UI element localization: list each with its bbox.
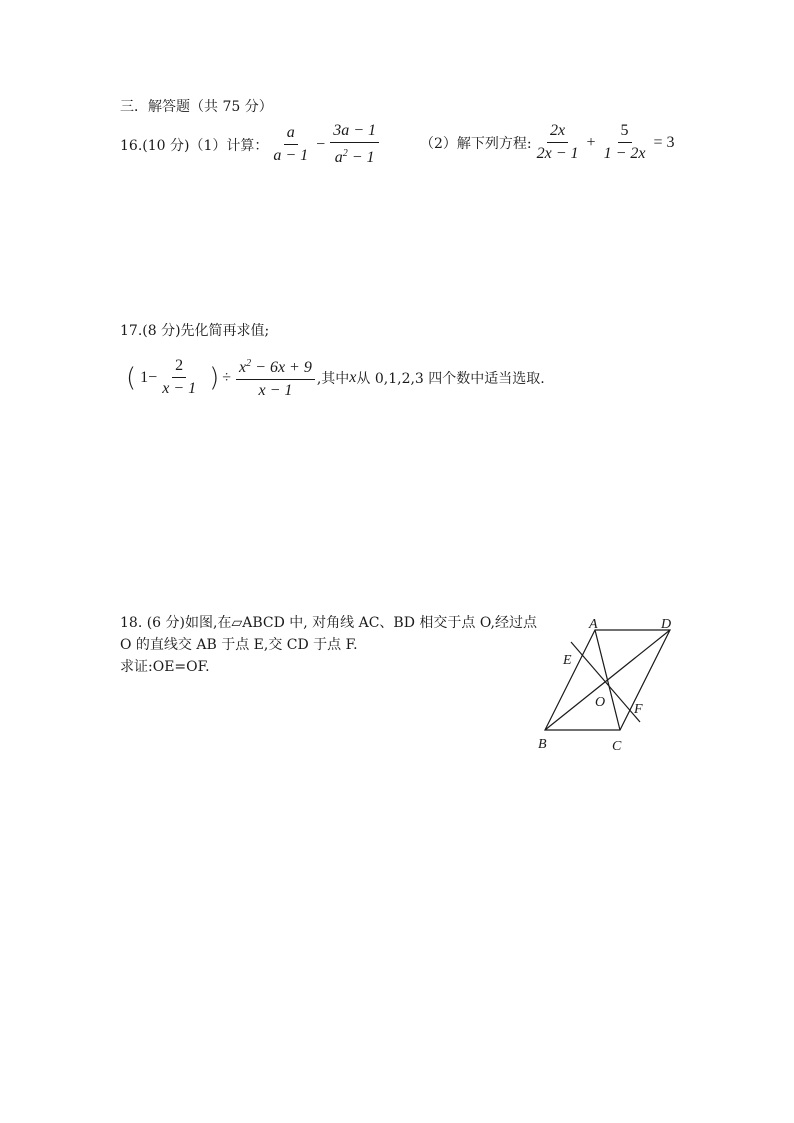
fraction-5-over-1-minus-2x [601,122,649,163]
one-minus: 1− [140,368,158,386]
label-f: F [634,702,643,717]
division-sign: ÷ [222,368,232,386]
fraction-denominator: 1 − 2x [603,145,646,162]
fraction-denominator: a − 1 [273,147,309,164]
question-16-part-2 [420,122,678,163]
label-a: A [589,617,598,632]
rest: − 1 [347,149,375,166]
fraction-numerator: 2x [547,122,568,143]
exponent: 2 [246,358,252,369]
label-e: E [563,653,572,668]
label-o: O [595,695,606,710]
question-18-line-3: 求证:OE=OF. [120,659,210,675]
fraction-numerator: 2 [172,357,186,378]
fraction-numerator: 5 [618,122,632,143]
left-paren: ( [126,362,137,393]
fraction-denominator: x − 1 [162,380,197,397]
question-17-label: 17.(8 分)先化简再求值; [120,323,270,339]
parallelogram-figure [530,610,690,760]
minus-sign: − [316,135,326,153]
question-18-line-2: O 的直线交 AB 于点 E,交 CD 于点 F. [120,637,358,653]
exponent: 2 [342,148,348,159]
label-c: C [612,739,622,754]
base: x [239,359,247,376]
question-17-expression [126,355,545,400]
fraction-a-over-a-minus-1 [270,124,311,165]
rest: − 6x + 9 [251,359,312,376]
variable-x: x [349,368,357,386]
label-d: D [661,617,672,632]
fraction-denominator: x − 1 [258,382,293,399]
line-ef [571,642,640,722]
fraction-2x-over-2x-minus-1 [534,122,582,163]
question-18-line-1: 18. (6 分)如图,在▱ABCD 中, 对角线 AC、BD 相交于点 O,经过点 [120,615,537,631]
fraction-quadratic-over-x-minus-1 [236,355,315,400]
equals-three: = 3 [653,133,675,151]
fraction-denominator: 2x − 1 [536,145,579,162]
label-b: B [538,737,547,752]
fraction-2-over-x-minus-1 [159,357,199,398]
fraction-numerator: a [284,124,298,145]
right-paren: ) [209,362,220,393]
section-title: 三．解答题（共 75 分） [120,99,273,115]
plus-sign: + [586,133,596,151]
condition-text: 从 0,1,2,3 四个数中适当选取. [356,370,545,387]
fraction-numerator [236,355,315,380]
question-16-part-2-label: （2）解下列方程: [420,135,532,152]
question-16-label: 16.(10 分)（1）计算： [120,137,269,154]
base: a [334,149,343,166]
fraction-3a-minus-1-over-a2-minus-1 [330,122,379,167]
fraction-numerator: 3a − 1 [330,122,379,143]
condition-prefix: ,其中 [316,370,350,387]
diagonal-bd [545,630,670,730]
fraction-denominator [332,143,378,167]
question-16-part-1 [120,122,381,167]
